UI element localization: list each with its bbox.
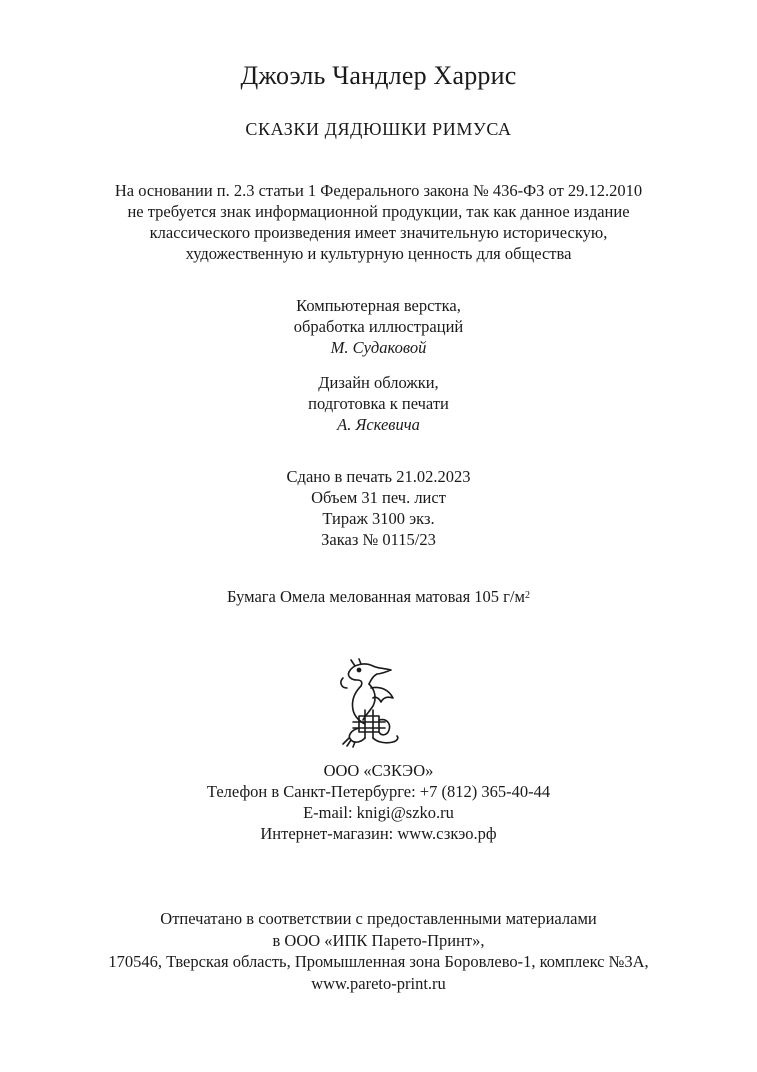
- cover-credit-role: Дизайн обложки,: [318, 373, 439, 392]
- publisher-shop: Интернет-магазин: www.сзкэо.рф: [260, 824, 497, 843]
- layout-credit-role: Компьютерная верстка,: [296, 296, 461, 315]
- printer-website: www.pareto-print.ru: [311, 973, 446, 993]
- paper-text: Бумага Омела мелованная матовая 105 г/м: [227, 587, 525, 606]
- dragon-emblem-icon: [335, 658, 401, 748]
- layout-credit-role: обработка иллюстраций: [293, 317, 464, 336]
- cover-credit-role: подготовка к печати: [308, 394, 449, 413]
- publisher-email: E-mail: knigi@szko.ru: [303, 803, 454, 822]
- legal-notice-line: художественную и культурную ценность для общества: [185, 244, 572, 263]
- legal-notice-line: На основании п. 2.3 статьи 1 Федерального закона № 436-ФЗ от 29.12.2010: [114, 181, 643, 200]
- layout-credit-name: М. Судаковой: [330, 338, 427, 357]
- book-title: СКАЗКИ ДЯДЮШКИ РИМУСА: [245, 119, 512, 139]
- printer-line: Отпечатано в соответствии с предоставленными материалами: [160, 909, 597, 928]
- paper-superscript: 2: [524, 590, 530, 601]
- legal-notice-line: классического произведения имеет значительную историческую,: [149, 223, 608, 242]
- order-number: Заказ № 0115/23: [321, 530, 436, 549]
- cover-credit-name: А. Яскевича: [337, 415, 420, 434]
- layout-credit: [0, 295, 757, 358]
- legal-notice: [0, 180, 757, 264]
- publisher-name: ООО «СЗКЭО»: [323, 761, 434, 780]
- printer-line: в ООО «ИПК Парето-Принт»,: [272, 930, 485, 950]
- print-run: Тираж 3100 экз.: [322, 509, 435, 528]
- print-info: [0, 466, 757, 550]
- print-volume: Объем 31 печ. лист: [311, 488, 446, 507]
- printer-info: [0, 908, 757, 994]
- printer-address: 170546, Тверская область, Промышленная зона Боровлево-1, комплекс №3А,: [108, 952, 649, 971]
- publisher-info: [0, 760, 757, 844]
- paper-info: [0, 586, 757, 607]
- cover-credit: [0, 372, 757, 435]
- publisher-phone: Телефон в Санкт-Петербурге: +7 (812) 365-40-44: [206, 782, 551, 801]
- print-date: Сдано в печать 21.02.2023: [286, 467, 471, 486]
- legal-notice-line: не требуется знак информационной продукции, так как данное издание: [127, 202, 630, 221]
- author-name: Джоэль Чандлер Харрис: [240, 61, 517, 90]
